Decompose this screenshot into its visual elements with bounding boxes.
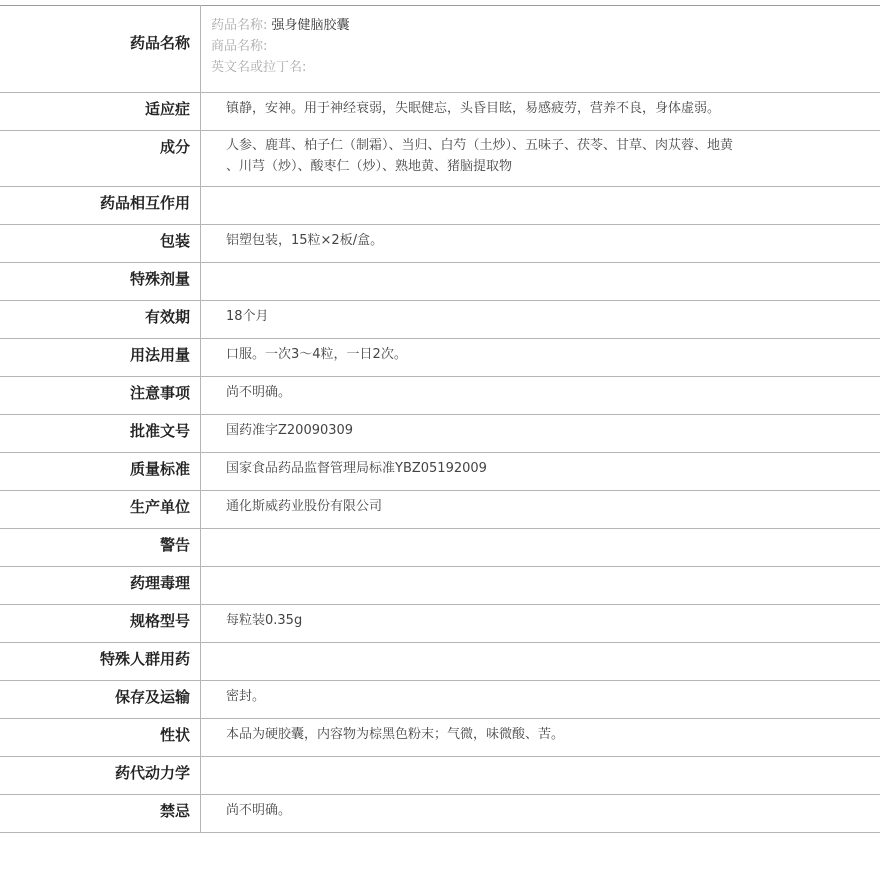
row-value (201, 567, 880, 605)
table-row (0, 491, 880, 529)
row-label: 警告 (159, 536, 190, 554)
generic-name-line (211, 15, 880, 36)
table-row-drug-name (0, 6, 880, 93)
row-label-cell (0, 93, 201, 131)
drug-name-values (201, 6, 880, 93)
row-label-cell (0, 225, 201, 263)
row-value: 镇静，安神。用于神经衰弱，失眠健忘，头昏目眩，易感疲劳，营养不良，身体虚弱。 (201, 93, 880, 131)
row-label-cell (0, 643, 201, 681)
row-value: 每粒装0.35g (201, 605, 880, 643)
table-row (0, 681, 880, 719)
row-label-cell (0, 263, 201, 301)
table-row (0, 225, 880, 263)
row-label: 保存及运输 (114, 688, 190, 706)
row-value: 18个月 (201, 301, 880, 339)
table-row (0, 187, 880, 225)
table-row (0, 605, 880, 643)
row-label-cell (0, 377, 201, 415)
drug-info-body (0, 6, 880, 833)
generic-name-value: 强身健脑胶囊 (271, 18, 350, 33)
row-label-cell (0, 757, 201, 795)
row-label-cell (0, 491, 201, 529)
table-row (0, 339, 880, 377)
table-row (0, 529, 880, 567)
table-row (0, 719, 880, 757)
row-label: 包装 (159, 232, 190, 250)
table-row (0, 567, 880, 605)
row-label: 药理毒理 (129, 574, 190, 592)
row-value: 口服。一次3～4粒，一日2次。 (201, 339, 880, 377)
row-label: 有效期 (144, 308, 190, 326)
row-value: 本品为硬胶囊，内容物为棕黑色粉末；气微，味微酸、苦。 (201, 719, 880, 757)
row-label: 生产单位 (129, 498, 190, 516)
table-row (0, 263, 880, 301)
latin-name-key: 英文名或拉丁名: (211, 60, 307, 75)
row-label-cell (0, 301, 201, 339)
row-label: 用法用量 (129, 346, 190, 364)
row-label: 批准文号 (129, 422, 190, 440)
row-label-cell (0, 415, 201, 453)
row-value (201, 187, 880, 225)
generic-name-key: 药品名称: (211, 18, 268, 33)
table-row (0, 301, 880, 339)
trade-name-line (211, 36, 880, 57)
row-label-cell (0, 529, 201, 567)
table-row (0, 795, 880, 833)
row-label: 药代动力学 (114, 764, 190, 782)
row-value (201, 529, 880, 567)
row-label-cell (0, 339, 201, 377)
row-label: 规格型号 (129, 612, 190, 630)
table-row (0, 131, 880, 187)
row-label: 质量标准 (129, 460, 190, 478)
table-row (0, 757, 880, 795)
row-value (201, 263, 880, 301)
row-value: 国药准字Z20090309 (201, 415, 880, 453)
row-label: 注意事项 (129, 384, 190, 402)
table-row (0, 643, 880, 681)
row-value: 尚不明确。 (201, 377, 880, 415)
row-value (201, 131, 880, 187)
row-label: 特殊剂量 (129, 270, 190, 288)
row-label-cell (0, 131, 201, 187)
row-label: 性状 (159, 726, 190, 744)
row-value: 通化斯威药业股份有限公司 (201, 491, 880, 529)
row-label-cell (0, 6, 201, 93)
row-value: 尚不明确。 (201, 795, 880, 833)
table-row (0, 93, 880, 131)
row-label: 成分 (159, 138, 190, 156)
row-label-cell (0, 453, 201, 491)
table-row (0, 415, 880, 453)
row-label-cell (0, 719, 201, 757)
trade-name-key: 商品名称: (211, 39, 268, 54)
row-label: 药品相互作用 (99, 194, 190, 212)
row-label: 药品名称 (129, 34, 190, 52)
drug-info-table (0, 5, 880, 833)
row-label-cell (0, 187, 201, 225)
table-row (0, 453, 880, 491)
table-row (0, 377, 880, 415)
row-label-cell (0, 681, 201, 719)
row-value-line: 人参、鹿茸、柏子仁（制霜）、当归、白芍（土炒）、五味子、茯苓、甘草、肉苁蓉、地黄 (226, 138, 734, 153)
row-label: 适应症 (144, 100, 190, 118)
row-label: 禁忌 (159, 802, 190, 820)
row-label: 特殊人群用药 (99, 650, 190, 668)
row-label-cell (0, 567, 201, 605)
row-value-line: 、川芎（炒）、酸枣仁（炒）、熟地黄、猪脑提取物 (226, 159, 513, 174)
row-value: 密封。 (201, 681, 880, 719)
row-value (201, 757, 880, 795)
row-value: 铝塑包装，15粒×2板/盒。 (201, 225, 880, 263)
row-label-cell (0, 605, 201, 643)
latin-name-line (211, 57, 880, 78)
row-value (201, 643, 880, 681)
row-label-cell (0, 795, 201, 833)
row-value: 国家食品药品监督管理局标准YBZ05192009 (201, 453, 880, 491)
